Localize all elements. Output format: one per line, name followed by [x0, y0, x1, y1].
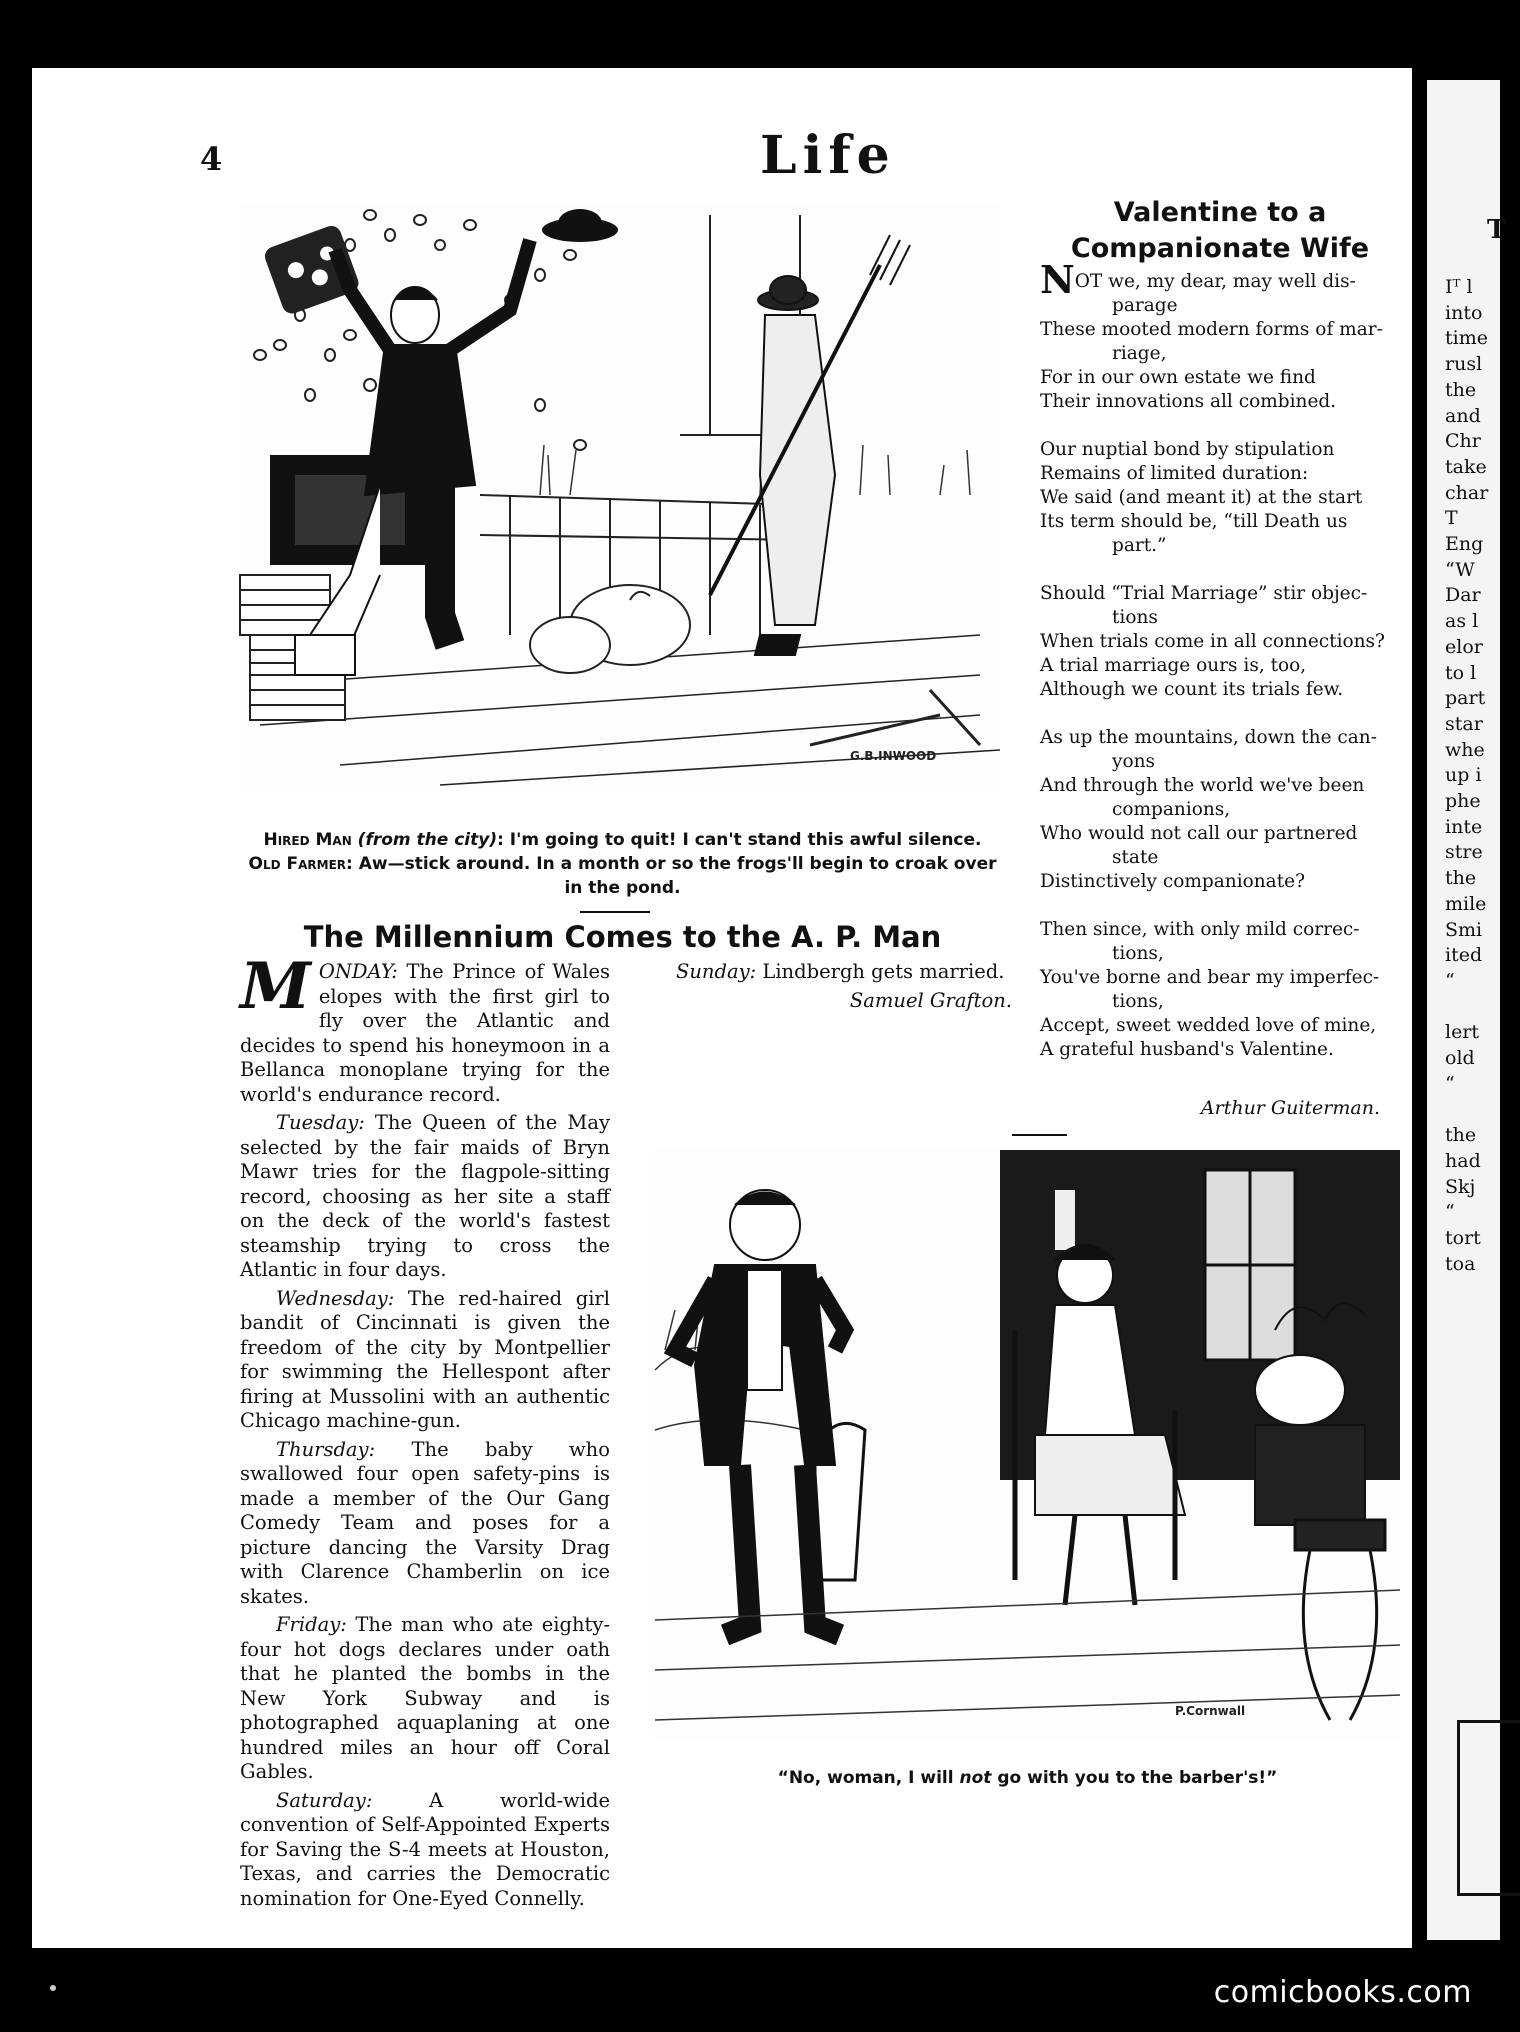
poem-line	[1040, 318, 1395, 342]
adjacent-page-text	[1445, 275, 1488, 1277]
monday-paragraph	[240, 949, 610, 1107]
speaker-hired-man: Hired Man	[263, 830, 352, 850]
adjacent-page-line-fragment: ited	[1445, 944, 1483, 967]
adjacent-page-line-fragment: phe	[1445, 790, 1481, 813]
poem-line	[1040, 774, 1395, 798]
hired-man-line: : I'm going to quit! I can't stand this awful silence.	[497, 830, 982, 850]
poem-line	[1040, 822, 1395, 846]
poem-drop-cap: N	[1040, 257, 1075, 302]
poem-line	[1040, 366, 1395, 390]
caption-line-old-farmer	[240, 852, 1005, 900]
article-column-right	[640, 960, 1012, 1013]
poem-line-text: A trial marriage ours is, too,	[1040, 655, 1307, 676]
adjacent-page-line-fragment: toa	[1445, 1252, 1476, 1275]
poem-line	[1040, 870, 1395, 894]
poem-stanza	[1040, 257, 1395, 414]
caption-emphasis: not	[959, 1768, 992, 1788]
speaker-note: (from the city)	[357, 830, 498, 850]
poem-line-text: Then since, with only mild correc-	[1040, 919, 1360, 940]
friday-paragraph	[240, 1613, 610, 1785]
monday-text: The Prince of Wales elopes with the first girl to fly over the Atlantic and decides to spend his honeymoon in a Bellanca monoplane trying for the world's endurance record.	[240, 960, 610, 1106]
day-saturday: Saturday:	[276, 1788, 373, 1812]
poem-line-text: A grateful husband's Valentine.	[1040, 1039, 1334, 1060]
poem-stanza	[1040, 918, 1395, 1062]
adjacent-page-line-fragment: up i	[1445, 764, 1482, 787]
adjacent-page-line-fragment: char	[1445, 481, 1489, 504]
scan-speck	[50, 1985, 56, 1991]
article-column-left	[240, 949, 610, 1915]
poem-line-text: companions,	[1112, 799, 1231, 820]
adjacent-page-line-fragment: Dar	[1445, 584, 1481, 607]
adjacent-page-line-fragment: Smi	[1445, 918, 1483, 941]
poem-line-text: Distinctively companionate?	[1040, 871, 1305, 892]
parlor-cartoon-caption	[655, 1768, 1400, 1788]
wednesday-paragraph	[240, 1287, 610, 1434]
adjacent-page-line-fragment: had	[1445, 1149, 1481, 1172]
poem-author: Arthur Guiterman.	[1200, 1097, 1380, 1119]
wednesday-text: The red-haired girl bandit of Cincinnati is given the freedom of the city by Montpellier for swimming the Hellespont after firing at Mussolini with an authentic Chicago machine-gun.	[240, 1286, 610, 1432]
svg-text:P.Cornwall: P.Cornwall	[1175, 1704, 1246, 1718]
adjacent-page-line-fragment: T	[1445, 507, 1458, 530]
poem-line-text: Their innovations all combined.	[1040, 391, 1337, 412]
tuesday-paragraph	[240, 1111, 610, 1283]
article-author: Samuel Grafton.	[849, 988, 1012, 1012]
poem-line-text: Its term should be, “till Death us	[1040, 511, 1348, 532]
day-friday: Friday:	[276, 1613, 347, 1636]
page-number: 4	[200, 140, 223, 178]
old-farmer-line: : Aw—stick around. In a month or so the frogs'll begin to croak over in the pond.	[346, 854, 997, 898]
caption-part-1: “No, woman, I will	[777, 1768, 960, 1788]
adjacent-page-line-fragment: tort	[1445, 1227, 1481, 1250]
adjacent-page-line-fragment	[1445, 995, 1488, 1021]
adjacent-page-line-fragment: time	[1445, 327, 1488, 350]
caption-line-hired-man	[240, 828, 1005, 852]
adjacent-page-line-fragment: elor	[1445, 635, 1483, 658]
poem-line-text: part.”	[1112, 535, 1167, 556]
poem-line-text: We said (and meant it) at the start	[1040, 487, 1363, 508]
adjacent-page-line-fragment	[1445, 1098, 1488, 1124]
poem-line-text: tions,	[1112, 943, 1164, 964]
thursday-text: The baby who swallowed four open safety-pins is made a member of the Our Gang Comedy Team and poses for a picture dancing the Varsity Drag with Clarence Chamberlin on ice skates.	[240, 1437, 610, 1608]
poem-line-text: As up the mountains, down the can-	[1040, 727, 1377, 748]
poem-line	[1040, 257, 1395, 302]
section-divider	[580, 911, 650, 913]
poem-line	[1040, 582, 1395, 606]
poem-line-text: tions	[1112, 607, 1158, 628]
adjacent-page-line-fragment: the	[1445, 378, 1477, 401]
tuesday-text: The Queen of the May selected by the fair maids of Bryn Mawr tries for the flagpole-sitting record, choosing as her site a staff on the deck of the world's fastest steamship trying to cross the Atlantic in four days.	[240, 1111, 610, 1281]
poem-line	[1040, 990, 1395, 1014]
adjacent-page-line-fragment: “W	[1445, 558, 1475, 581]
adjacent-page-line-fragment: the	[1445, 1124, 1477, 1147]
poem-line	[1040, 942, 1395, 966]
parlor-cartoon-illustration	[655, 1150, 1400, 1740]
adjacent-page-line-fragment: and	[1445, 404, 1481, 427]
poem-line-text: tions,	[1112, 991, 1164, 1012]
poem-line	[1040, 1038, 1395, 1062]
adjacent-page-line-fragment: “	[1445, 1201, 1455, 1224]
adjacent-page-line-fragment: the	[1445, 867, 1477, 890]
poem-line-text: parage	[1112, 295, 1178, 316]
poem-line-text: Remains of limited duration:	[1040, 463, 1309, 484]
adjacent-page	[1427, 80, 1507, 1940]
poem-line	[1040, 918, 1395, 942]
poem-stanza	[1040, 438, 1395, 558]
adjacent-page-line-fragment: Chr	[1445, 430, 1481, 453]
poem-line-text: These mooted modern forms of mar-	[1040, 319, 1383, 340]
poem-line-text: You've borne and bear my imperfec-	[1040, 967, 1380, 988]
poem-line-text: state	[1112, 847, 1159, 868]
poem-line-text: And through the world we've been	[1040, 775, 1365, 796]
poem-line	[1040, 438, 1395, 462]
adjacent-page-line-fragment: stre	[1445, 841, 1483, 864]
sunday-text: Lindbergh gets married.	[756, 960, 1005, 983]
adjacent-page-line-fragment: mile	[1445, 892, 1487, 915]
svg-text:G.B.INWOOD: G.B.INWOOD	[850, 749, 937, 763]
poem-stanza	[1040, 726, 1395, 894]
poem-line	[1040, 294, 1395, 318]
adjacent-page-line-fragment: Eng	[1445, 533, 1484, 556]
poem-title: Valentine to a Companionate Wife	[1070, 197, 1370, 264]
parlor-cartoon-drawing	[655, 1150, 1400, 1740]
adjacent-page-line-fragment: as l	[1445, 610, 1479, 633]
poem-line	[1040, 606, 1395, 630]
poem-line	[1040, 726, 1395, 750]
adjacent-page-line-fragment: rusl	[1445, 353, 1483, 376]
farm-cartoon-illustration	[240, 205, 1000, 785]
adjacent-page-line-fragment: lert	[1445, 1021, 1480, 1044]
drop-cap: M	[240, 949, 311, 1024]
adjacent-page-line-fragment: part	[1445, 687, 1486, 710]
adjacent-page-line-fragment: take	[1445, 455, 1487, 478]
poem-line-text: Although we count its trials few.	[1040, 679, 1344, 700]
poem-line	[1040, 678, 1395, 702]
poem-body	[1040, 257, 1395, 1086]
day-monday: ONDAY:	[318, 960, 398, 983]
poem-line-text: Who would not call our partnered	[1040, 823, 1358, 844]
day-tuesday: Tuesday:	[276, 1111, 365, 1134]
poem-line	[1040, 654, 1395, 678]
poem-line	[1040, 486, 1395, 510]
poem-line-text: yons	[1112, 751, 1155, 772]
poem-line-text: OT we, my dear, may well dis-	[1074, 271, 1356, 292]
saturday-paragraph	[240, 1789, 610, 1912]
adjacent-page-line-fragment: “	[1445, 969, 1455, 992]
speaker-old-farmer: Old Farmer	[248, 854, 347, 874]
adjacent-page-line-fragment: “	[1445, 1072, 1455, 1095]
day-sunday: Sunday:	[676, 960, 757, 983]
poem-line	[1040, 534, 1395, 558]
day-wednesday: Wednesday:	[276, 1286, 395, 1310]
adjacent-page-line-fragment: old	[1445, 1047, 1475, 1070]
poem-line-text: When trials come in all connections?	[1040, 631, 1385, 652]
adjacent-page-line-fragment: into	[1445, 301, 1483, 324]
poem-line	[1040, 966, 1395, 990]
saturday-text: A world-wide convention of Self-Appointed Experts for Saving the S-4 meets at Houston, Texas, and carries the Democratic nomination for One-Eyed Connelly.	[240, 1788, 610, 1910]
poem-line	[1040, 462, 1395, 486]
adjacent-page-line-fragment: to l	[1445, 661, 1477, 684]
day-thursday: Thursday:	[276, 1437, 376, 1461]
poem-line	[1040, 846, 1395, 870]
farm-cartoon-caption	[240, 828, 1005, 900]
poem-line	[1040, 510, 1395, 534]
sunday-paragraph	[640, 960, 1012, 985]
poem-line	[1040, 342, 1395, 366]
poem-line-text: For in our own estate we find	[1040, 367, 1316, 388]
poem-line	[1040, 390, 1395, 414]
friday-text: The man who ate eighty-four hot dogs declares under oath that he planted the bombs in the New York Subway and is photographed aquaplaning at one hundred miles an hour off Coral Gables.	[240, 1613, 610, 1783]
section-divider	[1012, 1134, 1067, 1136]
article-title: The Millennium Comes to the A. P. Man	[303, 920, 942, 954]
adjacent-page-line-fragment: inte	[1445, 815, 1483, 838]
adjacent-page-illustration-frame	[1457, 1720, 1520, 1896]
adjacent-page-line-fragment: Iᵀ l	[1445, 276, 1473, 298]
adjacent-page-line-fragment: star	[1445, 712, 1483, 735]
farm-cartoon-drawing	[240, 205, 1000, 785]
adjacent-page-title-letter: T	[1487, 215, 1507, 245]
poem-line-text: Accept, sweet wedded love of mine,	[1040, 1015, 1377, 1036]
caption-part-2: go with you to the barber's!”	[991, 1768, 1278, 1788]
poem-line	[1040, 750, 1395, 774]
poem-stanza	[1040, 582, 1395, 702]
watermark: comicbooks.com	[1213, 1975, 1472, 2010]
poem-line-text: riage,	[1112, 343, 1167, 364]
poem-line-text: Should “Trial Marriage” stir objec-	[1040, 583, 1368, 604]
adjacent-page-line-fragment: Skj	[1445, 1175, 1476, 1198]
masthead-logo: Life	[760, 125, 896, 186]
adjacent-page-line-fragment: whe	[1445, 738, 1485, 761]
poem-line	[1040, 630, 1395, 654]
poem-line	[1040, 798, 1395, 822]
poem-line	[1040, 1014, 1395, 1038]
thursday-paragraph	[240, 1438, 610, 1610]
poem-line-text: Our nuptial bond by stipulation	[1040, 439, 1335, 460]
